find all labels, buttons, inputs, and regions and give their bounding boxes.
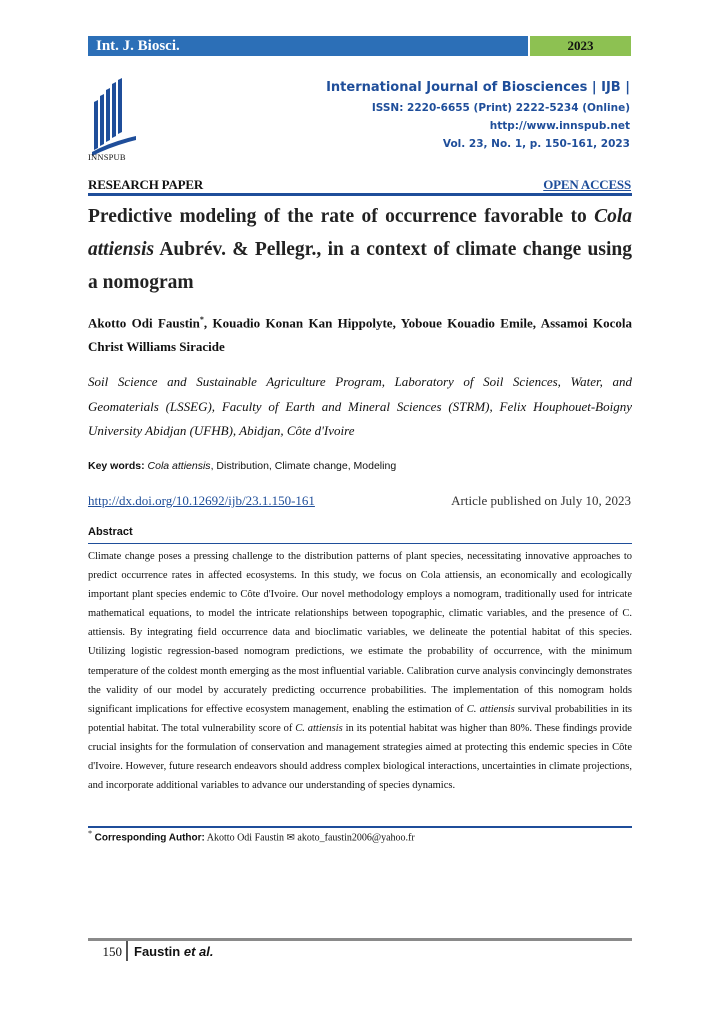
- innspub-logo-icon: [90, 78, 138, 158]
- footer-divider: [88, 938, 632, 941]
- corresponding-email[interactable]: akoto_faustin2006@yahoo.fr: [297, 832, 415, 844]
- publication-date: Article published on July 10, 2023: [451, 493, 631, 508]
- author-list: Akotto Odi Faustin*, Kouadio Konan Kan Hippolyte, Yoboue Kouadio Emile, Assamoi Kocola Christ Williams Siracide: [88, 315, 632, 355]
- journal-volume: Vol. 23, No. 1, p. 150-161, 2023: [442, 138, 630, 150]
- abstract-divider-bottom: [88, 826, 632, 828]
- article-type: RESEARCH PAPER: [88, 177, 204, 192]
- header-year: 2023: [530, 36, 631, 56]
- email-icon: ✉: [286, 832, 295, 844]
- abstract-divider-top: [88, 543, 632, 544]
- journal-name: International Journal of Biosciences | IJB |: [326, 80, 630, 95]
- journal-url[interactable]: http://www.innspub.net: [489, 120, 630, 132]
- footer-author: Faustin et al.: [134, 944, 214, 959]
- abstract-body: Climate change poses a pressing challenge to the distribution patterns of plant species, necessitating innovative approaches to predict occurrence rates in affected ecosystems. In this study, we focus on Cola attiensis, an economically and ecologically important plant species endemic to Côte d'Ivoire. Our novel methodology employs a nomogram, traditionally used for intricate mathematical equations, to model the intricate relationships between topographic, climatic variables, and the presence of C. attiensis. By integrating field occurrence data and bioclimatic variables, we delineate the potential habitat of this species. Utilizing logistic regression-based nomogram predictions, we estimate the probability of occurrence, with the minimum temperature of the coldest month emerging as the most influential variable. Calibration curve analysis convincingly demonstrates the validity of our model by accurately predicting occurrence probabilities. The implementation of this nomogram holds significant implications for effective ecosystem management, enabling the estimation of C. attiensis survival probabilities in its potential habitat. The total vulnerability score of C. attiensis in its potential habitat was higher than 80%. These findings provide crucial insights for the formulation of conservation and management strategies aimed at protecting this endemic species in Côte d'Ivoire. However, future research endeavors should address complex biological interactions, uncertainties in climate projections, and incorporate additional variables to advance our understanding of species dynamics.: [88, 551, 632, 792]
- section-divider: [88, 193, 632, 196]
- doi-link[interactable]: http://dx.doi.org/10.12692/ijb/23.1.150-161: [88, 493, 315, 508]
- journal-short-title: Int. J. Biosci.: [88, 36, 528, 56]
- affiliation: Soil Science and Sustainable Agriculture Program, Laboratory of Soil Sciences, Water, and Geomaterials (LSSEG), Faculty of Earth and Mineral Sciences (STRM), Felix Houphouet-Boigny University Abidjan (UFHB), Abidjan, Côte d'Ivoire: [88, 374, 632, 438]
- publisher-logo-text: INNSPUB: [88, 152, 126, 162]
- journal-issn: ISSN: 2220-6655 (Print) 2222-5234 (Online): [371, 102, 630, 114]
- article-title: Predictive modeling of the rate of occurrence favorable to Cola attiensis Aubrév. & Pellegr., in a context of climate change using a nomogram: [88, 206, 632, 293]
- open-access-link[interactable]: OPEN ACCESS: [543, 177, 631, 192]
- keywords: Key words: Cola attiensis, Distribution, Climate change, Modeling: [88, 460, 397, 472]
- corresponding-author: * Corresponding Author: Akotto Odi Faustin ✉ akoto_faustin2006@yahoo.fr: [88, 829, 415, 844]
- page-number: 150: [102, 944, 122, 959]
- abstract-heading: Abstract: [88, 526, 133, 538]
- title-species: Cola attiensis: [88, 206, 632, 260]
- footer-separator: [126, 941, 128, 961]
